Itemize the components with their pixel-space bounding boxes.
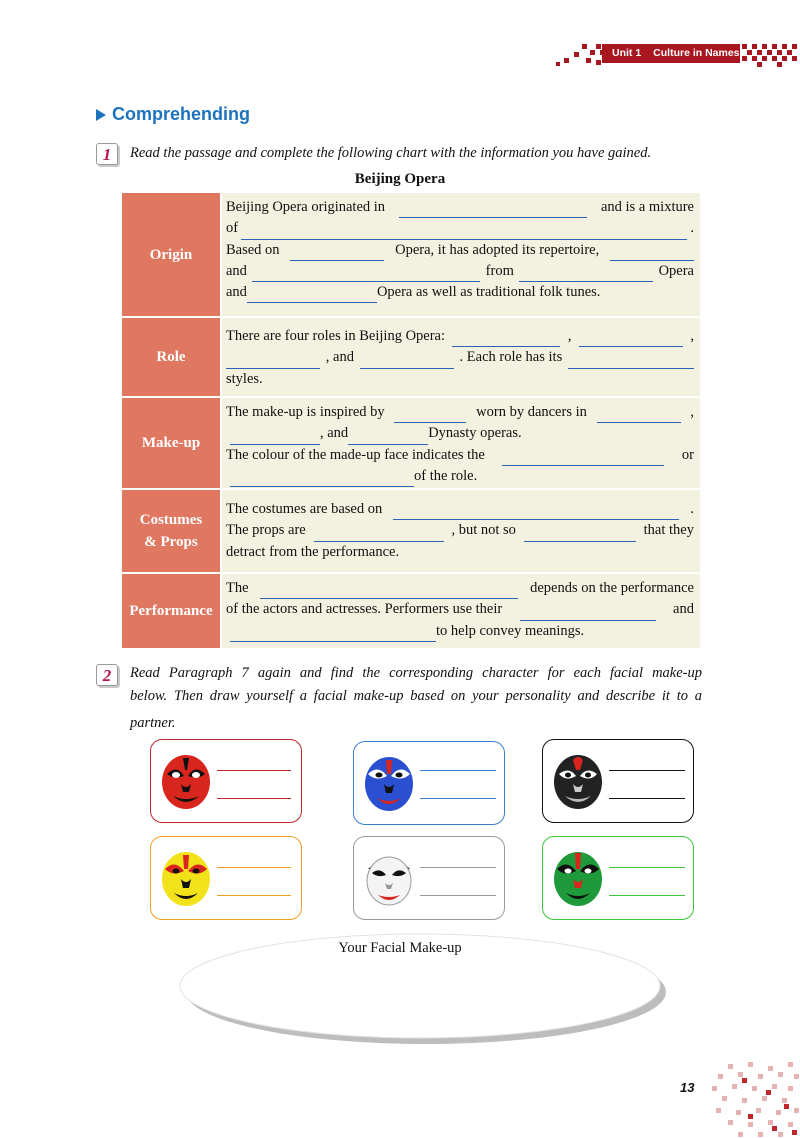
text: The (226, 580, 249, 596)
answer-line[interactable] (420, 798, 496, 799)
table-row-performance (122, 574, 700, 648)
row-content-costumes (222, 490, 700, 572)
text: The props are (226, 522, 306, 539)
text: Dynasty operas. (428, 425, 522, 442)
row-content-role (222, 318, 700, 396)
text: The colour of the made-up face indicates the (226, 446, 485, 463)
mask-card-blue (353, 741, 505, 825)
footer-checker-pattern (708, 1060, 800, 1138)
answer-blank[interactable] (314, 527, 444, 542)
answer-blank[interactable] (502, 451, 664, 466)
text: of the role. (414, 467, 478, 484)
mask-card-yellow (150, 836, 302, 920)
task-1-instruction: Read the passage and complete the following chart with the information you have gained. (130, 145, 652, 161)
row-label-origin: Origin (122, 193, 220, 316)
answer-line[interactable] (420, 770, 496, 771)
makeup-line-4 (226, 466, 694, 487)
answer-blank[interactable] (579, 332, 683, 347)
white-mask-icon (362, 851, 416, 907)
answer-line[interactable] (420, 895, 496, 896)
answer-blank[interactable] (226, 354, 320, 369)
text: worn by dancers in (476, 404, 587, 420)
section-title (96, 104, 250, 125)
answer-blank[interactable] (393, 505, 679, 520)
answer-blank[interactable] (290, 246, 384, 261)
answer-line[interactable] (609, 867, 685, 868)
unit-header (602, 44, 740, 63)
text: . Each role has its (459, 349, 563, 366)
table-row-makeup (122, 398, 700, 488)
row-label-costumes-line2: & Props (144, 534, 198, 550)
text: from (485, 262, 514, 279)
text: The costumes are based on (226, 501, 383, 517)
text: Opera, it has adopted its repertoire, (395, 241, 600, 258)
text: There are four roles in Beijing Opera: (226, 328, 446, 344)
unit-number: Unit 1 (612, 47, 642, 59)
answer-blank[interactable] (260, 584, 518, 599)
answer-blank[interactable] (348, 430, 428, 445)
answer-line[interactable] (420, 867, 496, 868)
origin-line-3 (226, 240, 694, 261)
task-2-line-2: below. Then draw yourself a facial make-up based on your personality and describe it to a (130, 688, 702, 704)
task-2-instruction (130, 662, 702, 735)
origin-line-1 (226, 197, 694, 218)
triangle-bullet-icon (96, 109, 106, 121)
text: or (681, 446, 694, 463)
answer-blank[interactable] (519, 267, 653, 282)
costumes-line-3 (226, 542, 694, 563)
task-2-line-1: Read Paragraph 7 again and find the corresponding character for each facial make-up (130, 665, 702, 681)
section-title-text: Comprehending (112, 104, 250, 124)
performance-line-3 (226, 621, 694, 642)
task-1-badge: 1 (96, 143, 118, 165)
answer-blank[interactable] (452, 332, 560, 347)
row-label-costumes-line1: Costumes (139, 512, 203, 528)
text: styles. (226, 370, 263, 387)
text: detract from the performance. (226, 543, 400, 560)
makeup-line-3 (226, 445, 694, 466)
text: Beijing Opera originated in (226, 199, 386, 215)
answer-blank[interactable] (524, 527, 636, 542)
mask-card-black (542, 739, 694, 823)
answer-blank[interactable] (241, 225, 687, 240)
role-line-1 (226, 326, 694, 347)
mask-card-red (150, 739, 302, 823)
answer-blank[interactable] (568, 354, 694, 369)
task-2-line-3: partner. (130, 715, 176, 731)
answer-blank[interactable] (399, 203, 587, 218)
answer-blank[interactable] (610, 246, 694, 261)
row-content-performance (222, 574, 700, 648)
performance-line-2 (226, 599, 694, 620)
text: . (690, 501, 694, 517)
table-title: Beijing Opera (354, 171, 446, 187)
your-makeup-label: Your Facial Make-up (338, 940, 462, 956)
text: , and (325, 349, 354, 366)
row-content-origin (222, 193, 700, 316)
header-checker-right (740, 40, 800, 68)
table-row-role (122, 318, 700, 396)
answer-line[interactable] (217, 798, 291, 799)
answer-blank[interactable] (247, 288, 377, 303)
costumes-line-1 (226, 499, 694, 520)
text: , (690, 404, 694, 420)
answer-line[interactable] (217, 867, 291, 868)
text: that they (643, 522, 694, 539)
table-row-origin (122, 193, 700, 316)
green-mask-icon (551, 851, 605, 907)
text: and is a mixture (600, 199, 694, 215)
answer-blank[interactable] (597, 408, 681, 423)
answer-line[interactable] (609, 895, 685, 896)
text: . (690, 220, 694, 237)
makeup-line-1 (226, 402, 694, 423)
yellow-mask-icon (159, 851, 213, 907)
answer-blank[interactable] (252, 267, 480, 282)
text: Opera (658, 262, 694, 279)
role-line-3 (226, 369, 694, 390)
answer-blank[interactable] (520, 606, 656, 621)
text: The make-up is inspired by (226, 404, 385, 420)
makeup-line-2 (226, 423, 694, 444)
row-label-performance: Performance (122, 574, 220, 648)
row-label-costumes (122, 490, 220, 572)
red-mask-icon (159, 754, 213, 810)
row-content-makeup (222, 398, 700, 488)
row-label-role: Role (122, 318, 220, 396)
mask-card-white (353, 836, 505, 920)
task-2-badge: 2 (96, 664, 118, 686)
text: , (567, 328, 572, 344)
page-number: 13 (680, 1080, 695, 1095)
text: , and (320, 425, 349, 442)
text: of the actors and actresses. Performers use their (226, 601, 503, 618)
black-mask-icon (551, 754, 605, 810)
answer-blank[interactable] (230, 472, 414, 487)
mask-card-green (542, 836, 694, 920)
text: , (690, 328, 694, 344)
text: of (226, 220, 239, 237)
text: Opera as well as traditional folk tunes. (376, 284, 601, 301)
text: to help convey meanings. (436, 622, 585, 639)
answer-blank[interactable] (230, 627, 436, 642)
answer-line[interactable] (609, 798, 685, 799)
blue-mask-icon (362, 756, 416, 812)
text: and (226, 284, 247, 301)
text: Based on (226, 241, 280, 258)
header-checker-pattern (552, 40, 606, 68)
text: depends on the performance (530, 580, 694, 596)
unit-title: Culture in Names (653, 47, 740, 59)
answer-line[interactable] (217, 770, 291, 771)
answer-blank[interactable] (230, 430, 320, 445)
answer-blank[interactable] (394, 408, 466, 423)
origin-line-5 (226, 282, 694, 303)
answer-line[interactable] (217, 895, 291, 896)
origin-line-4 (226, 261, 694, 282)
row-label-makeup: Make-up (122, 398, 220, 488)
text: , but not so (451, 522, 516, 539)
answer-line[interactable] (609, 770, 685, 771)
answer-blank[interactable] (360, 354, 454, 369)
performance-line-1 (226, 578, 694, 599)
role-line-2 (226, 347, 694, 368)
costumes-line-2 (226, 520, 694, 541)
text: and (226, 262, 247, 279)
table-row-costumes (122, 490, 700, 572)
text: and (673, 601, 694, 618)
origin-line-2 (226, 218, 694, 239)
